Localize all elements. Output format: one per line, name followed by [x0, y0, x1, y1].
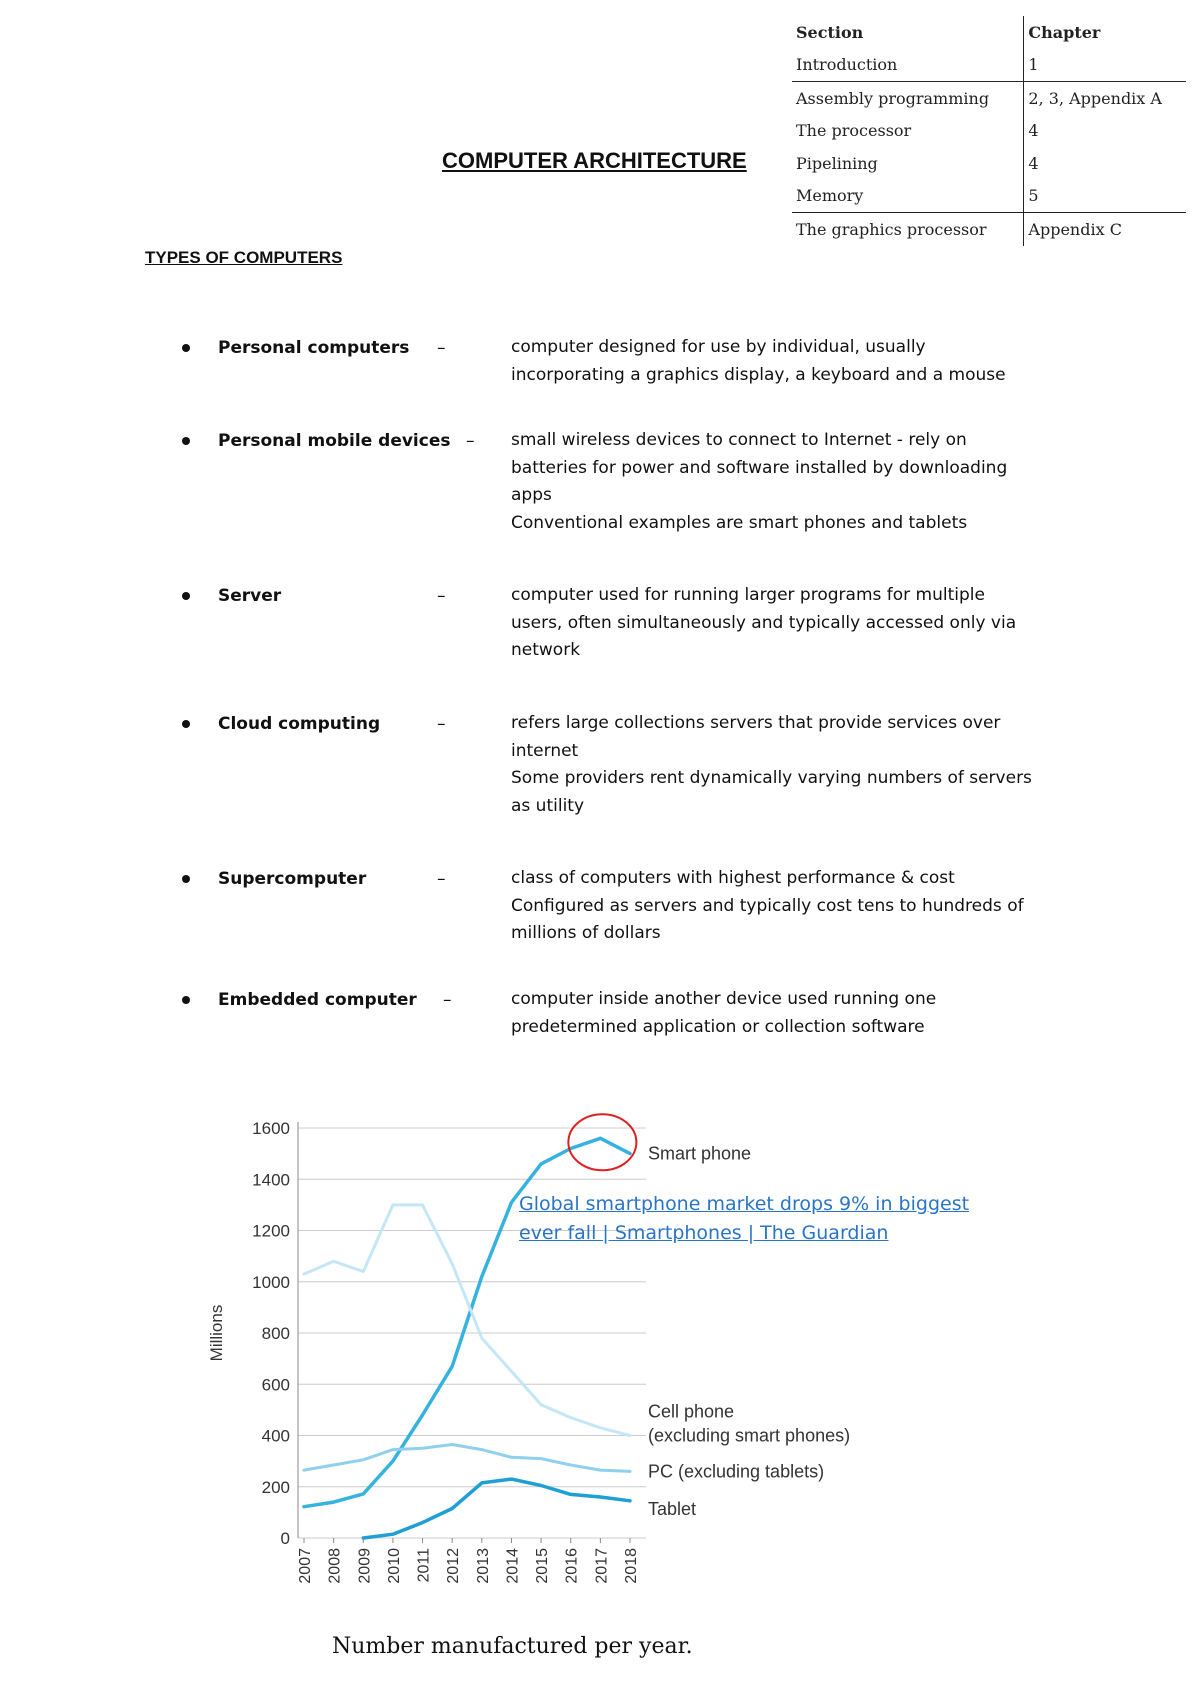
- description-line: predetermined application or collection software: [511, 1016, 925, 1037]
- chapter-table-section-cell: The processor: [796, 121, 912, 141]
- series-line: [363, 1479, 630, 1538]
- chapter-table: [792, 16, 1186, 246]
- y-tick-label: 0: [280, 1529, 290, 1548]
- y-tick-label: 1200: [252, 1221, 290, 1241]
- series-label: PC (excluding tablets): [648, 1461, 825, 1482]
- type-dash: –: [437, 714, 446, 734]
- description-line: class of computers with highest performance & cost: [511, 868, 955, 888]
- chapter-table-header-section: Section: [796, 22, 864, 42]
- series-line: [304, 1445, 630, 1472]
- description-line: small wireless devices to connect to Internet - rely on: [511, 430, 967, 450]
- description-line: computer inside another device used running one: [511, 989, 937, 1009]
- x-tick-label: 2015: [534, 1548, 552, 1584]
- description-line: Conventional examples are smart phones and tablets: [511, 512, 968, 533]
- y-axis-label: Millions: [207, 1304, 226, 1362]
- type-description: [511, 865, 1071, 948]
- description-line: users, often simultaneously and typically accessed only via: [511, 612, 1017, 633]
- type-description: [511, 710, 1071, 820]
- y-tick-label: 1400: [252, 1170, 290, 1190]
- description-line: millions of dollars: [511, 923, 661, 943]
- type-term: Server: [218, 586, 282, 606]
- link-line[interactable]: ever fall | Smartphones | The Guardian: [519, 1222, 889, 1244]
- chapter-table-chapter-cell: Appendix C: [1024, 213, 1186, 246]
- type-dash: –: [443, 990, 452, 1010]
- description-line: internet: [511, 740, 579, 761]
- description-line: apps: [511, 485, 552, 505]
- link-line[interactable]: Global smartphone market drops 9% in biggest: [519, 1193, 970, 1215]
- highlight-circle: [568, 1114, 636, 1170]
- x-tick-label: 2017: [593, 1548, 611, 1584]
- type-description: [511, 582, 1071, 665]
- type-dash: –: [466, 431, 475, 451]
- chart-caption: Number manufactured per year.: [332, 1634, 693, 1659]
- chapter-table-row: [792, 49, 1186, 82]
- chapter-table-section-cell: Pipelining: [796, 153, 878, 173]
- chapter-table-header: [792, 16, 1186, 49]
- bullet-icon: [182, 437, 190, 445]
- series-label: Smart phone: [648, 1143, 752, 1164]
- chapter-table-chapter-cell: 2, 3, Appendix A: [1024, 82, 1186, 115]
- chapter-table-chapter-cell: 4: [1024, 115, 1186, 148]
- y-tick-label: 400: [261, 1426, 290, 1446]
- series-label: Tablet: [648, 1498, 697, 1519]
- type-description: [511, 334, 1071, 389]
- chapter-table-section-cell: The graphics processor: [796, 219, 987, 239]
- news-article-link[interactable]: [519, 1190, 999, 1248]
- description-line: Some providers rent dynamically varying numbers of servers: [511, 768, 1032, 788]
- x-tick-label: 2008: [326, 1548, 344, 1584]
- x-tick-label: 2009: [356, 1548, 374, 1584]
- x-tick-label: 2007: [297, 1548, 314, 1584]
- chapter-table-row: [792, 180, 1186, 213]
- chapter-table-row: [792, 147, 1186, 180]
- type-dash: –: [437, 586, 446, 606]
- series-label: (excluding smart phones): [648, 1425, 851, 1446]
- type-description: [511, 427, 1071, 537]
- type-dash: –: [437, 869, 446, 889]
- y-tick-label: 600: [261, 1375, 290, 1395]
- type-term: Supercomputer: [218, 869, 367, 889]
- description-line: refers large collections servers that provide services over: [511, 713, 1001, 733]
- chapter-table-row: [792, 115, 1186, 148]
- type-term: Personal computers: [218, 338, 410, 358]
- chapter-table-chapter-cell: 4: [1024, 147, 1186, 180]
- x-tick-label: 2011: [415, 1548, 433, 1583]
- section-heading: TYPES OF COMPUTERS: [145, 248, 343, 267]
- y-tick-label: 1000: [252, 1272, 290, 1292]
- y-tick-label: 800: [261, 1324, 290, 1343]
- chapter-table-section-cell: Introduction: [792, 49, 1024, 82]
- chapter-table-chapter-cell: 5: [1024, 180, 1186, 213]
- description-line: batteries for power and software installed by downloading: [511, 457, 1008, 478]
- chapter-table-row: [792, 82, 1186, 115]
- chapter-table-section-cell: Memory: [792, 180, 1024, 213]
- chapter-table-row: [792, 213, 1186, 246]
- bullet-icon: [182, 592, 190, 600]
- description-line: incorporating a graphics display, a keyboard and a mouse: [511, 364, 1006, 385]
- chapter-table-header-chapter: Chapter: [1024, 16, 1186, 49]
- x-tick-label: 2012: [445, 1548, 463, 1584]
- bullet-icon: [182, 996, 190, 1004]
- x-tick-label: 2016: [563, 1548, 581, 1584]
- line-chart: [200, 1100, 880, 1620]
- x-tick-label: 2014: [504, 1548, 522, 1584]
- type-dash: –: [437, 338, 446, 358]
- bullet-icon: [182, 875, 190, 883]
- type-term: Cloud computing: [218, 714, 381, 734]
- type-description: [511, 986, 1071, 1041]
- type-term: Embedded computer: [218, 990, 417, 1010]
- x-tick-label: 2010: [385, 1548, 403, 1584]
- description-line: Configured as servers and typically cost tens to hundreds of: [511, 895, 1024, 916]
- chapter-table-section-cell: Assembly programming: [796, 88, 990, 108]
- y-tick-label: 1600: [252, 1119, 290, 1138]
- type-term: Personal mobile devices: [218, 431, 451, 451]
- description-line: computer used for running larger programs for multiple: [511, 585, 985, 605]
- x-tick-label: 2018: [623, 1548, 640, 1584]
- bullet-icon: [182, 344, 190, 352]
- description-line: network: [511, 640, 581, 660]
- y-tick-label: 200: [261, 1477, 290, 1497]
- page-title: COMPUTER ARCHITECTURE: [442, 148, 747, 173]
- series-label: Cell phone: [648, 1401, 735, 1422]
- x-tick-label: 2013: [474, 1548, 492, 1584]
- chapter-table-chapter-cell: 1: [1024, 49, 1186, 82]
- description-line: computer designed for use by individual, usually: [511, 337, 926, 357]
- description-line: as utility: [511, 795, 585, 816]
- bullet-icon: [182, 720, 190, 728]
